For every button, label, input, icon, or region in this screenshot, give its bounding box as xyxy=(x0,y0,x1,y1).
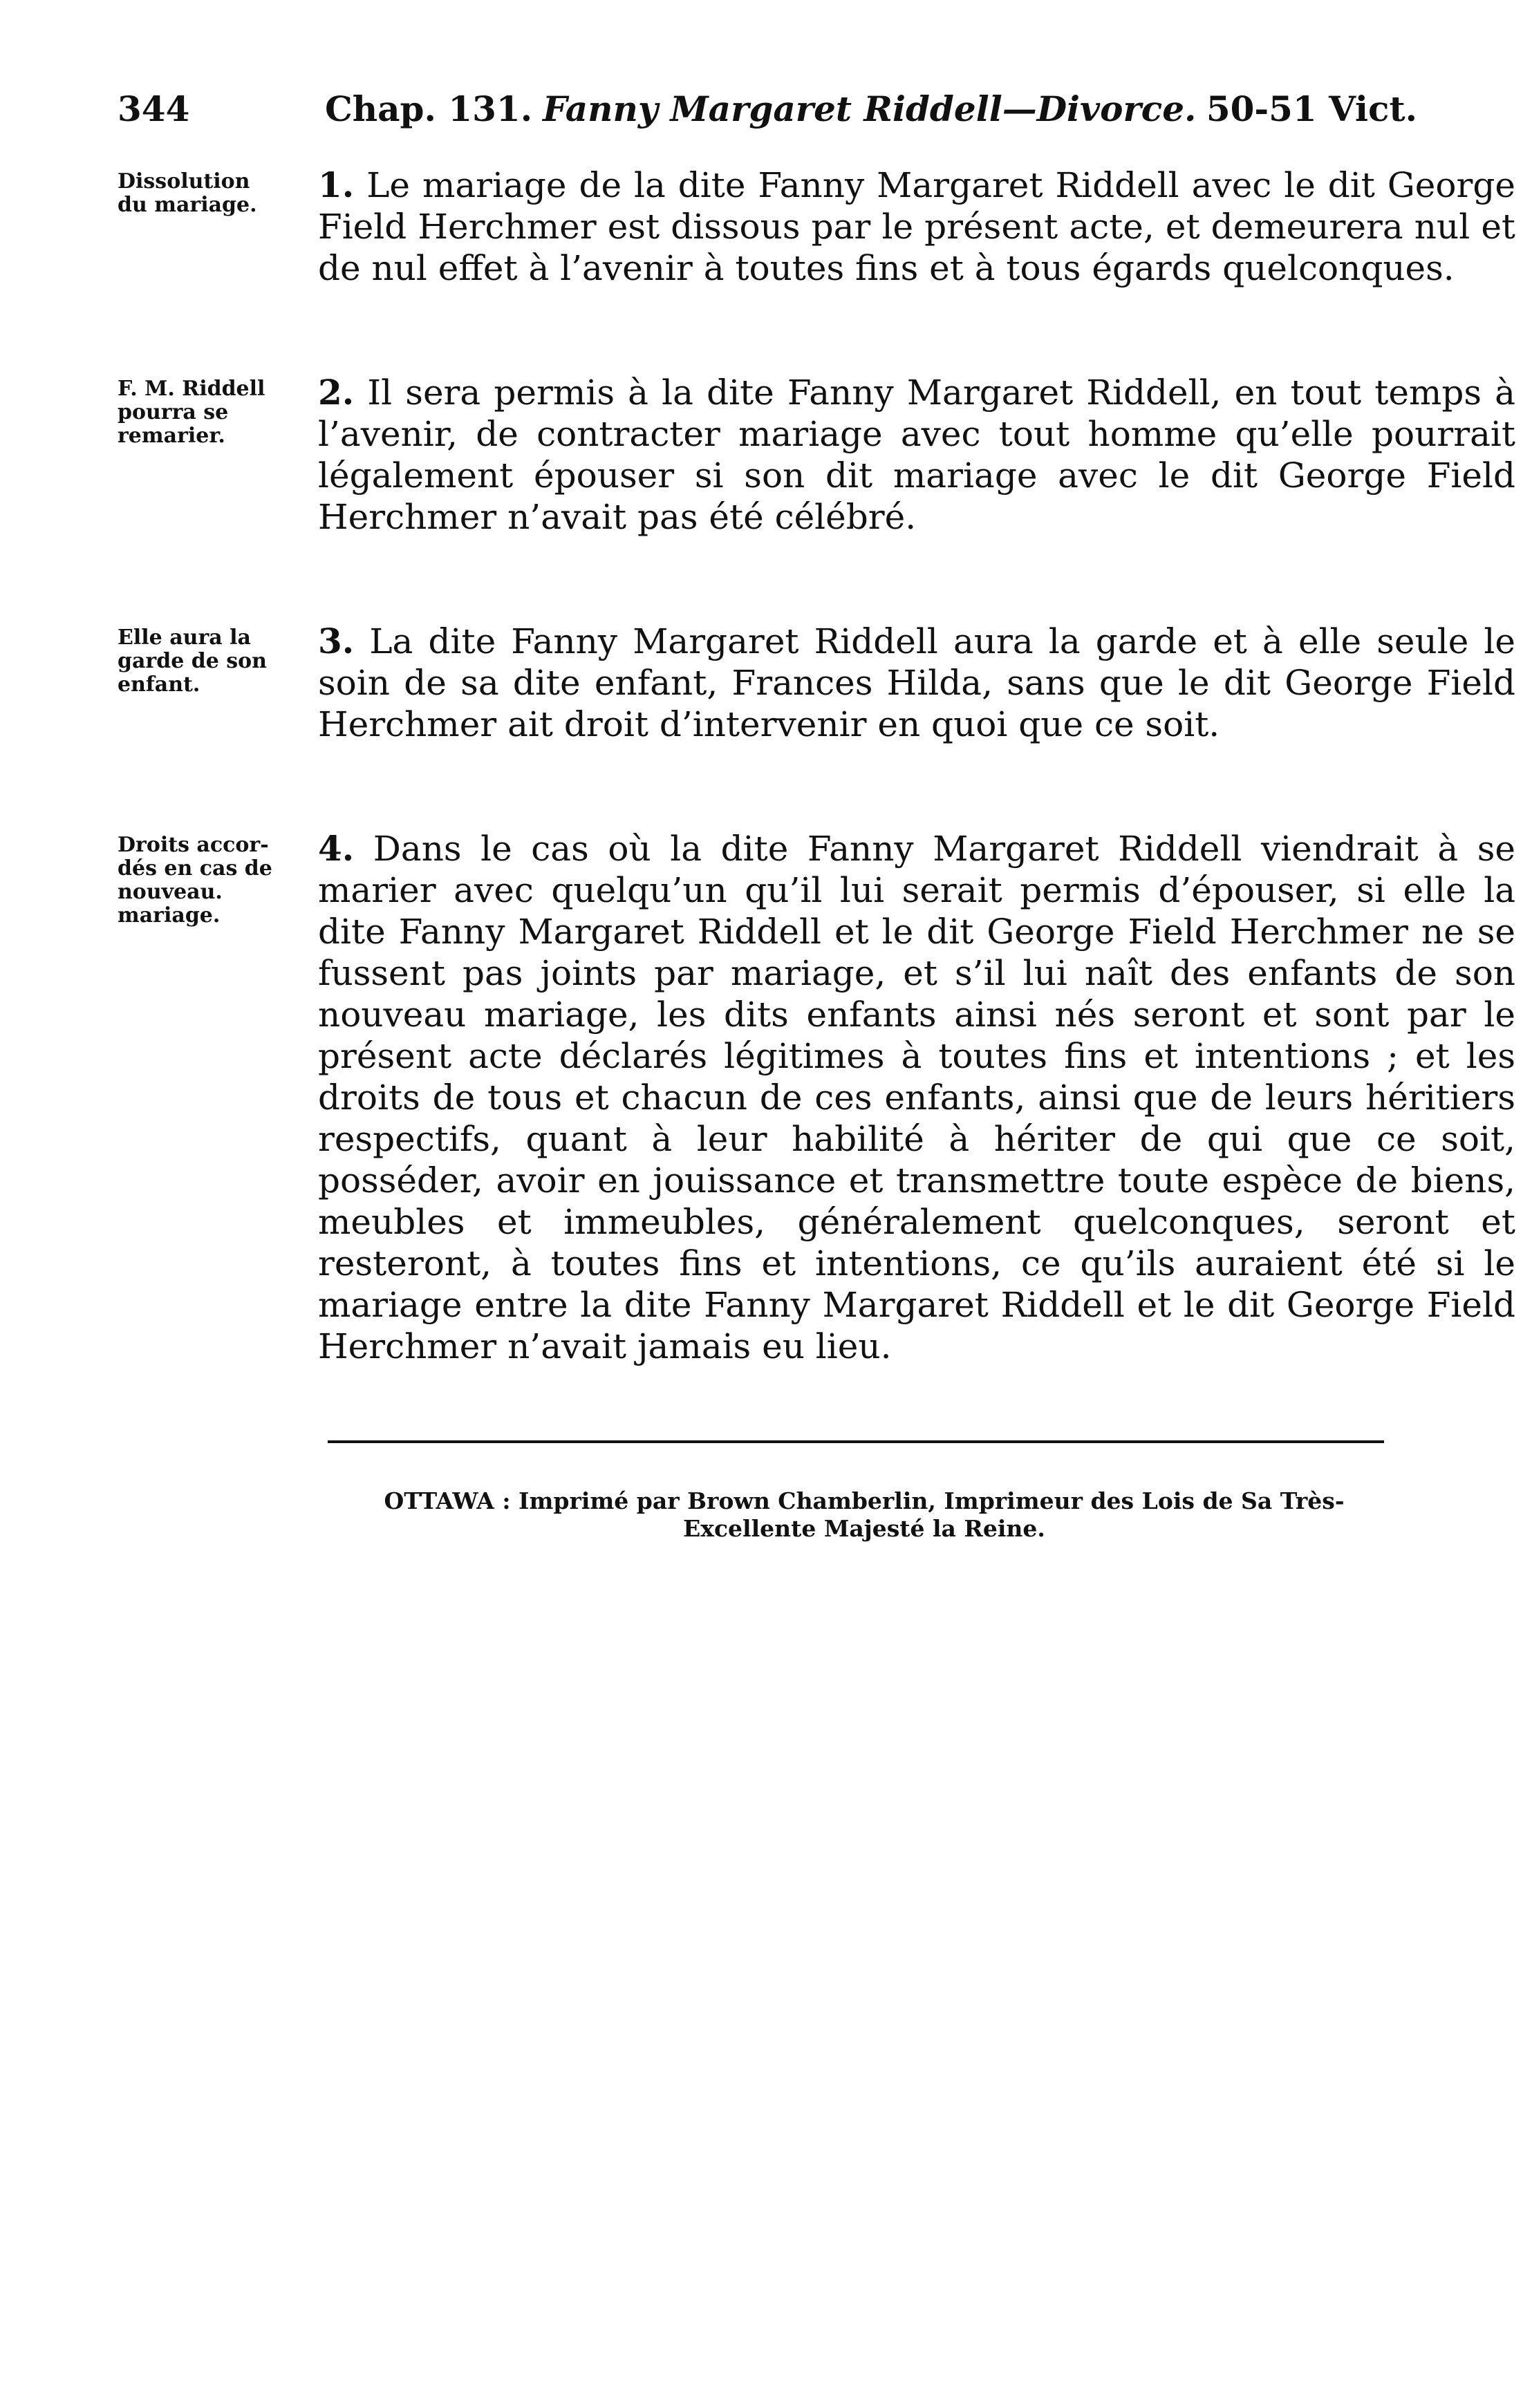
section-number: 2. xyxy=(318,372,355,413)
section-text xyxy=(318,621,1515,745)
section-body: Il sera permis à la dite Fanny Margaret Riddell, en tout temps à l’avenir, de contracter mariage avec tout homme qu’elle pourrait légalement épouser si son dit mariage avec le dit George Field Herchmer n’avait pas été célébré. xyxy=(318,373,1515,537)
section-text xyxy=(318,828,1515,1367)
section-body: Dans le cas où la dite Fanny Margaret Riddell viendrait à se marier avec quelqu’un qu’il lui serait permis d’épouser, si elle la dite Fanny Margaret Riddell et le dit George Field Herchmer ne se fussent pas joints par mariage, et s’il lui naît des enfants de son nouveau mariage, les dits enfants ainsi nés seront et sont par le présent acte déclarés légitimes à toutes fins et intentions ; et les droits de tous et chacun de ces enfants, ainsi que de leurs héritiers respectifs, quant à leur habilité à hériter de qui que ce soit, posséder, avoir en jouissance et transmettre toute espèce de biens, meubles et immeubles, généralement quelconques, seront et resteront, à toutes fins et intentions, ce qu’ils auraient été si le mariage entre la dite Fanny Margaret Riddell et le dit George Field Herchmer n’avait jamais eu lieu. xyxy=(318,829,1515,1366)
section-text xyxy=(318,164,1515,289)
section-body: Le mariage de la dite Fanny Margaret Riddell avec le dit George Field Herchmer est dissous par le présent acte, et demeurera nul et de nul effet à l’avenir à toutes fins et à tous égards quelconques. xyxy=(318,165,1515,288)
section-text xyxy=(318,372,1515,538)
act-title: Fanny Margaret Riddell—Divorce. xyxy=(543,88,1197,129)
section-number: 1. xyxy=(318,164,355,205)
marginal-note: Elle aura la garde de son enfant. xyxy=(118,625,267,697)
marginal-note: F. M. Riddell pourra se remarier. xyxy=(118,377,265,448)
printer-imprint: OTTAWA : Imprimé par Brown Chamberlin, Imprimeur des Lois de Sa Très-Excellente Majesté la Reine. xyxy=(384,1487,1345,1542)
section-number: 4. xyxy=(318,828,355,869)
section-number: 3. xyxy=(318,621,355,661)
page-number: 344 xyxy=(118,88,190,129)
divider-rule xyxy=(328,1440,1384,1443)
running-header xyxy=(118,82,1417,137)
section-body: La dite Fanny Margaret Riddell aura la garde et à elle seule le soin de sa dite enfant, Frances Hilda, sans que le dit George Field Herchmer ait droit d’intervenir en quoi que ce soit. xyxy=(318,621,1515,744)
marginal-note: Droits accor- dés en cas de nouveau. mariage. xyxy=(118,833,272,928)
regnal-year: 50-51 Vict. xyxy=(1206,88,1417,129)
marginal-note: Dissolution du mariage. xyxy=(118,169,257,217)
chapter-number: Chap. 131. xyxy=(325,88,533,129)
